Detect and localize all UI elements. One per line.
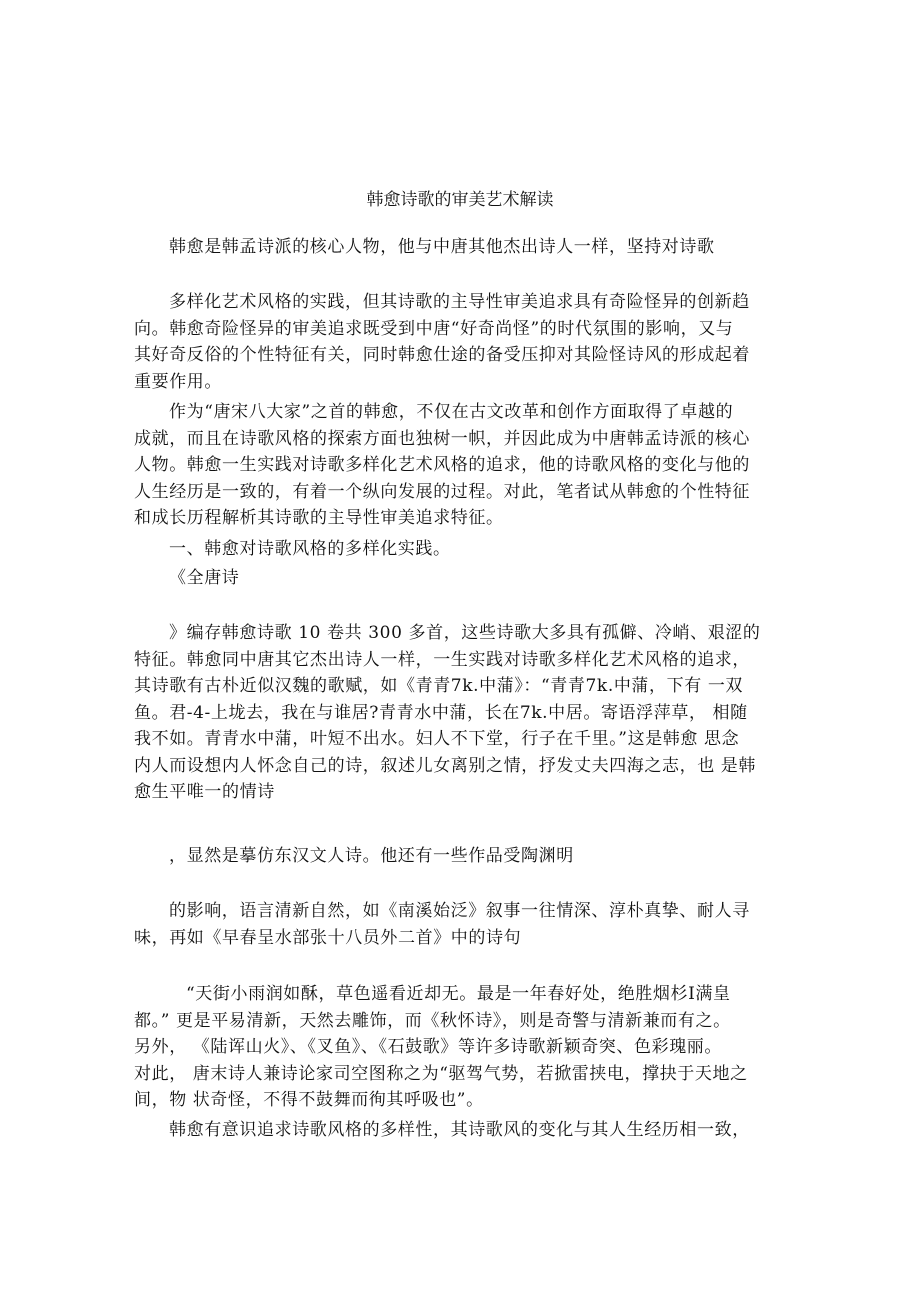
text-line: 重要作用。	[134, 371, 222, 392]
paragraph-5	[134, 898, 794, 951]
text-line: 对此， 唐末诗人兼诗论家司空图称之为“驱驾气势，若掀雷挟电，撑抉于天地之	[134, 1063, 748, 1084]
intro-paragraph	[134, 234, 794, 261]
heading-line: 一、韩愈对诗歌风格的多样化实践。	[169, 539, 451, 559]
text-line: 人生经历是一致的，有着一个纵向发展的过程。对此，笔者试从韩愈的个性特征	[134, 481, 750, 502]
paragraph-3	[134, 620, 794, 806]
document-title: 韩愈诗歌的审美艺术解读	[366, 190, 554, 210]
text-line: 间，物 状奇怪，不得不鼓舞而徇其呼吸也”。	[134, 1090, 484, 1110]
text-line: 韩愈有意识追求诗歌风格的多样性，其诗歌风的变化与其人生经历相一致，	[169, 1120, 750, 1140]
text-line: 向。韩愈奇险怪异的审美追求既受到中唐“好奇尚怪”的时代氛围的影响，又与	[134, 318, 734, 339]
text-line: 味，再如《早春呈水部张十八员外二首》中的诗句	[134, 927, 522, 948]
text-line: 作为“唐宋八大家”之首的韩愈，不仅在古文改革和创作方面取得了卓越的	[169, 402, 734, 422]
text-line: 多样化艺术风格的实践，但其诗歌的主导性审美追求具有奇险怪异的创新趋	[169, 292, 750, 312]
text-line: 另外， 《陆诨山火》、《叉鱼》、《石鼓歌》等许多诗歌新颖奇突、色彩瑰丽。	[134, 1037, 723, 1057]
text-line: 》编存韩愈诗歌 10 卷共 300 多首，这些诗歌大多具有孤僻、冷峭、艰涩的	[169, 623, 761, 643]
text-line: 特征。韩愈同中唐其它杰出诗人一样，一生实践对诗歌多样化艺术风格的追求，	[134, 649, 750, 670]
text-line: 韩愈是韩孟诗派的核心人物，他与中唐其他杰出诗人一样，坚持对诗歌	[169, 237, 715, 257]
text-line: 其好奇反俗的个性特征有关，同时韩愈仕途的备受压抑对其险怪诗风的形成起着	[134, 345, 750, 365]
text-line: 都。” 更是平易清新，天然去雕饰，而《秋怀诗》，则是奇警与清新兼而有之。	[134, 1010, 731, 1031]
text-line: 内人而设想内人怀念自己的诗，叙述儿女离别之情，抒发丈夫四海之志，也 是韩	[134, 755, 757, 776]
text-line: ，显然是摹仿东汉文人诗。他还有一些作品受陶渊明	[169, 846, 574, 866]
text-line: 鱼。君-4-上垅去，我在与谁居?青青水中蒲，长在7k.中居。寄语浮萍草， 相随	[134, 702, 748, 723]
paragraph-7	[134, 1117, 794, 1144]
paragraph-6	[134, 981, 794, 1114]
paragraph-1	[134, 289, 794, 395]
text-line: 愈生平唯一的情诗	[134, 782, 275, 802]
text-line: 我不如。青青水中蒲，叶短不出水。妇人不下堂，行子在千里。”这是韩愈 思念	[134, 729, 740, 749]
text-line: 其诗歌有古朴近似汉魏的歌赋，如《青青7k.中蒲》：“青青7k.中蒲，下有 一双	[134, 676, 744, 696]
text-line: “天街小雨润如酥，草色遥看近却无。最是一年春好处，绝胜烟杉I满皇	[186, 984, 731, 1004]
text-line: 人物。韩愈一生实践对诗歌多样化艺术风格的追求，他的诗歌风格的变化与他的	[134, 455, 750, 475]
text-line: 和成长历程解析其诗歌的主导性审美追求特征。	[134, 508, 504, 528]
section-heading-2	[134, 565, 794, 592]
text-line: 的影响，语言清新自然，如《南溪始泛》叙事一往情深、淳朴真挚、耐人寻	[169, 901, 750, 921]
heading-line: 《全唐诗	[169, 568, 240, 588]
paragraph-4	[134, 843, 794, 870]
section-heading-1	[134, 536, 794, 563]
paragraph-2	[134, 399, 794, 532]
text-line: 成就，而且在诗歌风格的探索方面也独树一帜，并因此成为中唐韩孟诗派的核心	[134, 428, 750, 449]
